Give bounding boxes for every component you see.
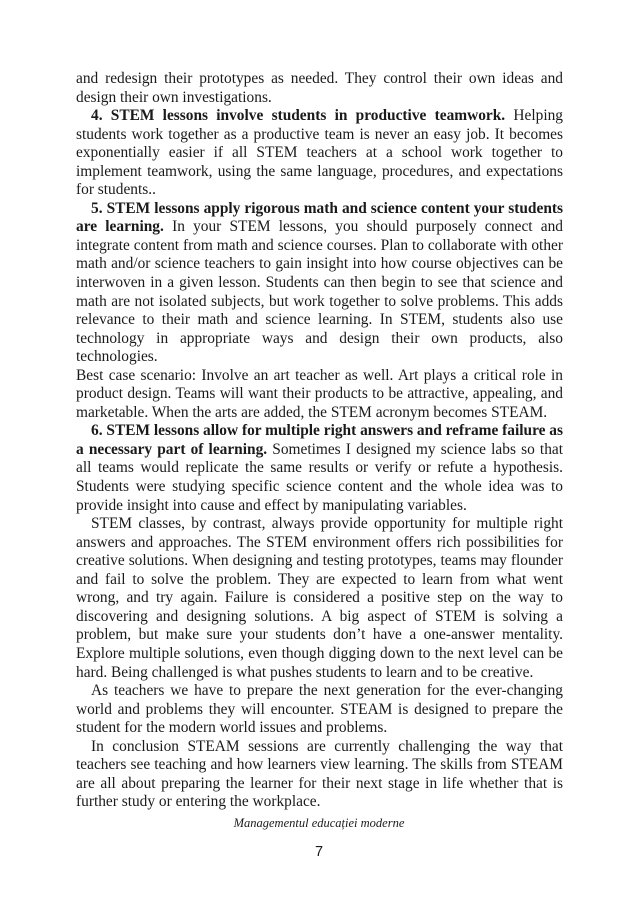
paragraph: and redesign their prototypes as needed. They control their own ideas and design their own investigations. — [76, 70, 563, 106]
paragraph-lead: 4. STEM lessons involve students in productive teamwork. — [91, 107, 506, 125]
paragraph: 4. STEM lessons involve students in productive teamwork. Helping students work together as a productive team is never an easy job. It becomes exponentially easier if all STEM teachers at a school work together to implement teamwork, using the same language, procedures, and expectations for students.. — [76, 107, 564, 199]
paragraph: STEM classes, by contrast, always provide opportunity for multiple right answers and approaches. The STEM environment offers rich possibilities for creative solutions. When designing and testing prototypes, teams may flounder and fail to solve the problem. They are expected to learn from what went wrong, and try again. Failure is considered a positive step on the way to discovering and designing solutions. A big aspect of STEM is solving a problem, but make sure your students don’t have a one-answer mentality. Explore multiple solutions, even though digging down to the next level can be hard. Being challenged is what pushes students to learn and to be creative. — [76, 515, 563, 681]
paragraph-lead: 6. STEM lessons allow for multiple right answers and reframe failure as a necessary part of learning. — [76, 422, 563, 458]
paragraph-lead: 5. STEM lessons apply rigorous math and science content your students are learning. — [76, 199, 563, 236]
paragraph: As teachers we have to prepare the next generation for the ever-changing world and problems they will encounter. STEAM is designed to prepare the student for the modern world issues and problems. — [76, 682, 563, 737]
paragraph: 6. STEM lessons allow for multiple right answers and reframe failure as a necessary part of learning. Sometimes I designed my science labs so that all teams would replicate the same results or verify or refute a hypothesis. Students were studying specific science content and the whole idea was to provide insight into cause and effect by manipulating variables. — [76, 422, 563, 514]
paragraph: In conclusion STEAM sessions are currently challenging the way that teachers see teaching and how learners view learning. The skills from STEAM are all about preparing the learner for their next stage in life whether that is further study or entering the workplace. — [76, 737, 563, 811]
page-number: 7 — [314, 844, 324, 860]
running-footer: Managementul educației moderne — [233, 816, 405, 830]
paragraph: Best case scenario: Involve an art teacher as well. Art plays a critical role in product design. Teams will want their products to be attractive, appealing, and marketable. When the arts are added, the STEM acronym becomes STEAM. — [76, 366, 563, 421]
body-text — [76, 70, 563, 812]
paragraph: 5. STEM lessons apply rigorous math and science content your students are learning. In your STEM lessons, you should purposely connect and integrate content from math and science courses. Plan to collaborate with other math and/or science teachers to gain insight into how course objectives can be interwoven in a given lesson. Students can then begin to see that science and math are not isolated subjects, but work together to solve problems. This adds relevance to their math and science learning. In STEM, students also use technology in appropriate ways and design their own products, also technologies. — [76, 199, 563, 366]
